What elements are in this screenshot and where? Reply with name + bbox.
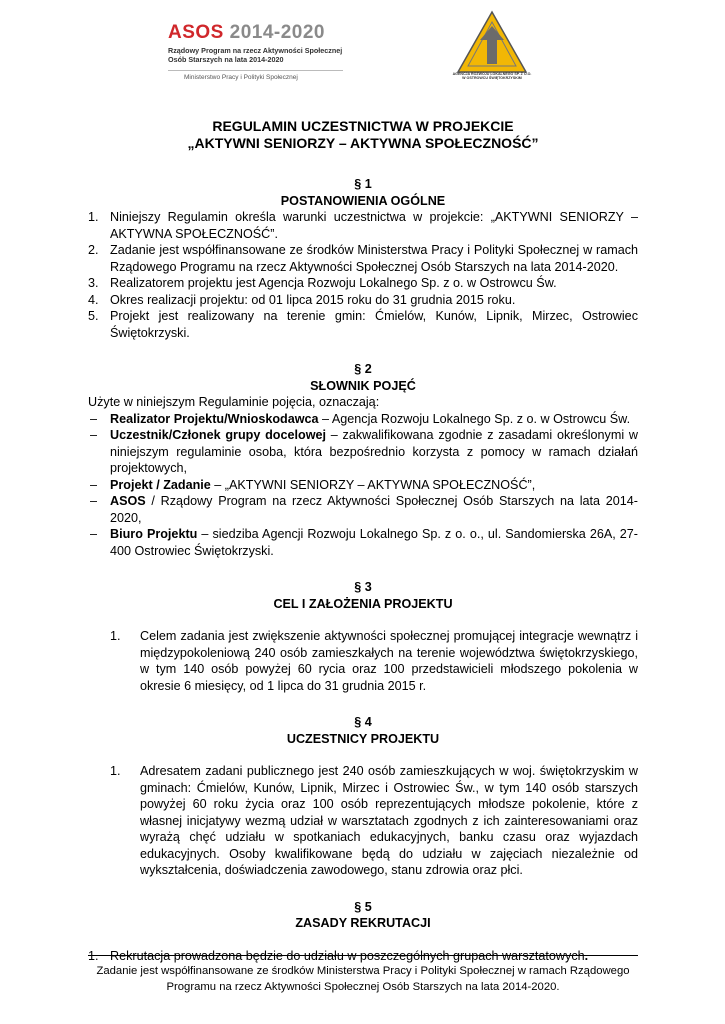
list-item <box>110 628 638 694</box>
section-5-heading: ZASADY REKRUTACJI <box>295 916 431 930</box>
glossary-definition: / Rządowy Program na rzecz Aktywności Społecznej Osób Starszych na lata 2014-2020, <box>110 494 638 525</box>
section-2-number: § 2 <box>354 362 372 376</box>
footer-line-1: Zadanie jest współfinansowane ze środków Ministerstwa Pracy i Polityki Społecznej w ramach Rządowego <box>96 965 630 977</box>
item-number: 3. <box>88 276 99 290</box>
glossary-item <box>88 526 638 559</box>
dash-bullet: – <box>90 411 98 426</box>
item-text: Zadanie jest współfinansowane ze środków Ministerstwa Pracy i Polityki Społecznej w ramach Rządowego Programu na rzecz Aktywności Społecznej Osób Starszych na lata 2014-2020. <box>110 243 638 274</box>
section-1-list <box>88 209 638 341</box>
section-4-number: § 4 <box>354 715 372 729</box>
item-number: 1. <box>110 764 121 778</box>
document-title <box>88 118 638 152</box>
dash-bullet: – <box>90 428 98 442</box>
glossary-item <box>88 477 638 494</box>
agency-caption-line-1: AGENCJA ROZWOJU LOKALNEGO SP. Z O.O. <box>452 72 532 76</box>
ministry-name: Ministerstwo Pracy i Polityki Społecznej <box>184 74 298 81</box>
section-2-heading: SŁOWNIK POJĘĆ <box>310 378 416 393</box>
item-text: Rekrutacja prowadzona będzie do udziału w poszczególnych grupach warsztatowych <box>110 948 585 963</box>
section-1-heading: POSTANOWIENIA OGÓLNE <box>280 193 446 208</box>
glossary-term: Projekt / Zadanie <box>110 477 211 492</box>
glossary-list <box>88 411 638 560</box>
item-text-tail: . <box>584 948 589 963</box>
agency-caption-line-2: W OSTROWCU ŚWIĘTOKRZYSKIM <box>462 76 522 80</box>
glossary-item <box>88 411 638 428</box>
agency-logo-caption <box>452 72 532 80</box>
document-body <box>88 118 638 964</box>
page-header <box>0 0 725 95</box>
glossary-definition: – Agencja Rozwoju Lokalnego Sp. z o. w Ostrowcu Św. <box>318 411 631 426</box>
item-number: 1. <box>88 210 99 224</box>
asos-logo-divider <box>168 70 343 71</box>
item-text: Niniejszy Regulamin określa warunki uczestnictwa w projekcie: „AKTYWNI SENIORZY – AKTYWNA SPOŁECZNOŚĆ”. <box>110 210 638 241</box>
item-text: Realizatorem projektu jest Agencja Rozwoju Lokalnego Sp. z o. w Ostrowcu Św. <box>110 276 557 290</box>
asos-logo-red-text: ASOS <box>168 22 224 43</box>
section-3-heading: CEL I ZAŁOŻENIA PROJEKTU <box>273 596 453 611</box>
page-footer <box>88 955 638 995</box>
glossary-definition: – „AKTYWNI SENIORZY – AKTYWNA SPOŁECZNOŚĆ”, <box>210 477 536 492</box>
footer-line-2: Programu na rzecz Aktywności Społecznej Osób Starszych na lata 2014-2020. <box>166 981 560 993</box>
asos-logo-subtitle <box>168 46 353 64</box>
dash-bullet: – <box>90 527 98 541</box>
list-item <box>88 292 638 309</box>
asos-logo <box>168 22 353 81</box>
dash-bullet: – <box>90 494 98 508</box>
glossary-term: Biuro Projektu <box>110 527 198 541</box>
glossary-term: ASOS <box>110 494 146 508</box>
list-item <box>110 763 638 879</box>
item-text: Okres realizacji projektu: od 01 lipca 2015 roku do 31 grudnia 2015 roku. <box>110 292 516 307</box>
section-1-number: § 1 <box>354 177 372 191</box>
title-line-1: REGULAMIN UCZESTNICTWA W PROJEKCIE <box>212 118 514 134</box>
item-number: 4. <box>88 292 99 307</box>
dash-bullet: – <box>90 477 98 492</box>
glossary-item <box>88 493 638 526</box>
glossary-definition: – siedziba Agencji Rozwoju Lokalnego Sp. z o. o., ul. Sandomierska 26A, 27-400 Ostrowiec Świętokrzyski. <box>110 527 638 558</box>
glossary-definition: – zakwalifikowana zgodnie z zasadami określonymi w niniejszym regulaminie osoba, która bezpośrednio korzysta z pomocy w ramach działań projektowych, <box>110 428 638 475</box>
item-number: 5. <box>88 309 99 323</box>
section-4-list <box>88 763 638 879</box>
list-item <box>88 275 638 292</box>
asos-subtitle-line-2: Osób Starszych na lata 2014-2020 <box>168 55 284 64</box>
asos-subtitle-line-1: Rządowy Program na rzecz Aktywności Społecznej <box>168 46 343 55</box>
list-item <box>88 209 638 242</box>
asos-logo-years: 2014-2020 <box>229 22 326 43</box>
asos-logo-title <box>168 22 353 44</box>
section-3-list <box>88 628 638 694</box>
item-text: Celem zadania jest zwiększenie aktywności społecznej promującej integracje wewnątrz i międzypokoleniową 240 osób zamieszkałych na terenie województwa świętokrzyskiego, w tym 140 osób powyżej 60 rycia oraz 100 przedstawicieli młodszego pokolenia w okresie 6 miesięcy, od 1 lipca do 31 grudnia 2015 r. <box>140 629 638 693</box>
title-line-2: „AKTYWNI SENIORZY – AKTYWNA SPOŁECZNOŚĆ” <box>187 135 539 151</box>
glossary-term: Uczestnik/Członek grupy docelowej <box>110 428 326 442</box>
item-number: 1. <box>88 948 99 963</box>
item-text: Adresatem zadani publicznego jest 240 osób zamieszkujących w woj. świętokrzyskim w gminach: Ćmielów, Kunów, Lipnik, Mirzec i Ostrowiec Św., w tym 140 osób starszych powyżej 60 roku życia oraz 100 osób reprezentujących młodsze pokolenie, które z własnej inicjatywy wezmą udział w warsztatach zgodnych z ich zainteresowaniami oraz wyrażą chęć udziału w spotkaniach edukacyjnych, banku czasu oraz wyjazdach edukacyjnych. Osoby kwalifikowane będą do udziału w zajęciach niezależnie od wykształcenia, doświadczenia zawodowego, stanu zdrowia oraz płci. <box>140 764 638 877</box>
glossary-item <box>88 427 638 477</box>
section-2-intro: Użyte w niniejszym Regulaminie pojęcia, oznaczają: <box>88 395 380 409</box>
item-text: Projekt jest realizowany na terenie gmin: Ćmielów, Kunów, Lipnik, Mirzec, Ostrowiec Świętokrzyski. <box>110 309 638 340</box>
list-item <box>88 308 638 341</box>
glossary-term: Realizator Projektu/Wnioskodawca <box>110 411 319 426</box>
list-item <box>88 242 638 275</box>
section-5-number: § 5 <box>354 899 372 914</box>
section-4-heading: UCZESTNICY PROJEKTU <box>286 731 440 746</box>
item-number: 1. <box>110 629 121 643</box>
item-number: 2. <box>88 243 99 257</box>
section-3-number: § 3 <box>354 580 372 594</box>
